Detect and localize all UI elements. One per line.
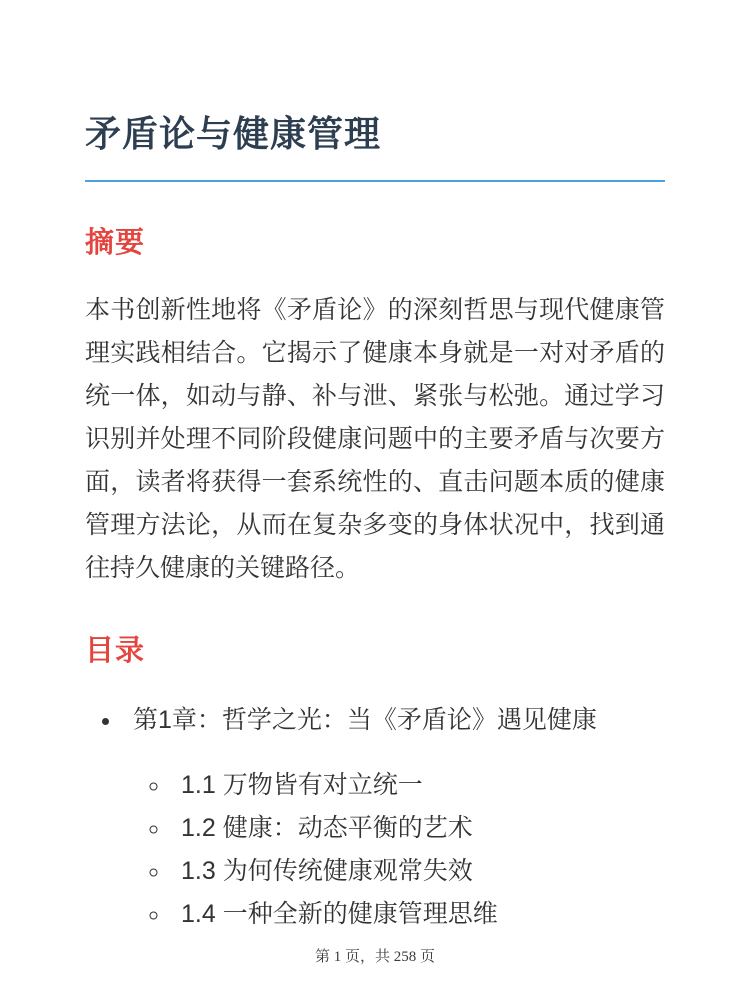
abstract-heading: 摘要 [85, 227, 146, 260]
toc-list [85, 699, 665, 936]
toc-sublist [133, 764, 665, 936]
abstract-paragraph: 本书创新性地将《矛盾论》的深刻哲思与现代健康管理实践相结合。它揭示了健康本身就是一对对矛盾的统一体，如动与静、补与泄、紧张与松弛。通过学习识别并处理不同阶段健康问题中的主要矛盾与次要方面，读者将获得一套系统性的、直击问题本质的健康管理方法论，从而在复杂多变的身体状况中，找到通往持久健康的关键路径。 [85, 296, 665, 583]
toc-section-item: ◦ 1.2 健康：动态平衡的艺术 [171, 807, 665, 850]
toc-heading: 目录 [85, 635, 146, 668]
page-title: 矛盾论与健康管理 [85, 112, 665, 182]
toc-section-item: ◦ 1.4 一种全新的健康管理思维 [171, 893, 665, 936]
page-number-indicator: 第 1 页，共 258 页 [314, 949, 435, 965]
toc-chapter-item [123, 699, 665, 936]
toc-chapter-label: 第1章：哲学之光：当《矛盾论》遇见健康 [133, 706, 597, 735]
toc-section-item: ◦ 1.1 万物皆有对立统一 [171, 764, 665, 807]
toc-section-item: ◦ 1.3 为何传统健康观常失效 [171, 850, 665, 893]
